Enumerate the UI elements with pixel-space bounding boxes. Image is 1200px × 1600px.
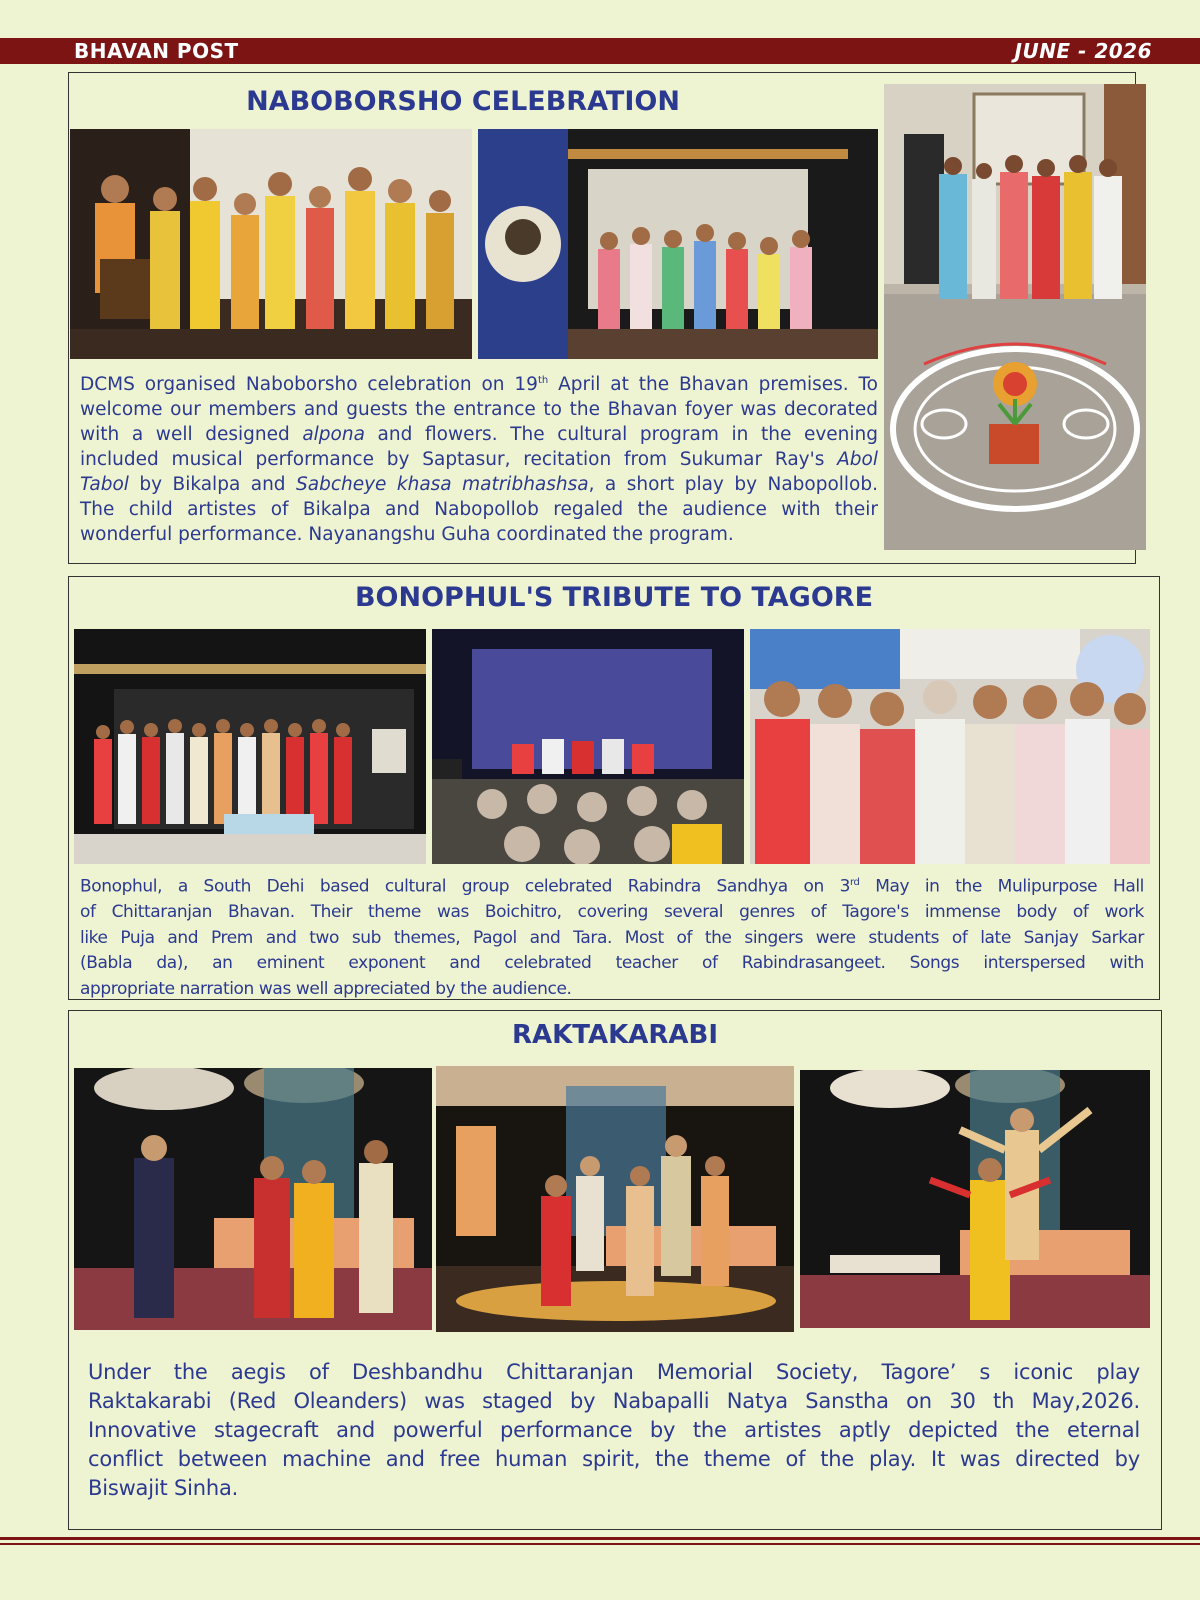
section-title-raktakarabi: RAKTAKARABI [511, 1020, 719, 1050]
publication-name: BHAVAN POST [74, 39, 239, 63]
text-line: like Puja and Prem and two sub themes, Pagol and Tara. Most of the singers were students of late Sanjay Sarkar [80, 927, 1144, 948]
text-line: with a well designed alpona and flowers. The cultural program in the evening [80, 424, 878, 446]
text-line: wonderful performance. Nayanangshu Guha coordinated the program. [80, 524, 734, 546]
text-line: Bonophul, a South Dehi based cultural group celebrated Rabindra Sandhya on 3rd May in the Mulipurpose Hall [80, 876, 1144, 897]
issue-date: JUNE - 2026 [1014, 39, 1152, 63]
photo-children-singing [70, 129, 472, 359]
photo-bonophul-women-group [750, 629, 1150, 864]
raktakarabi-paragraph [88, 1358, 1140, 1503]
text-line: Raktakarabi (Red Oleanders) was staged by Nabapalli Natya Sanstha on 30 th May,2026. [88, 1389, 1140, 1413]
photo-women-alpona [884, 84, 1146, 550]
text-line: of Chittaranjan Bhavan. Their theme was Boichitro, covering several genres of Tagore's immense body of work [80, 902, 1144, 923]
text-line: Under the aegis of Deshbandhu Chittaranjan Memorial Society, Tagore’ s iconic play [88, 1360, 1140, 1384]
text-line: conflict between machine and free human spirit, the theme of the play. It was directed by [88, 1447, 1140, 1471]
naboborsho-paragraph [80, 368, 878, 547]
text-line: Biswajit Sinha. [88, 1476, 239, 1500]
masthead-bar [0, 38, 1200, 64]
photo-raktakarabi-scene-3 [800, 1070, 1150, 1328]
bonophul-paragraph [80, 870, 1144, 1002]
photo-raktakarabi-scene-1 [74, 1068, 432, 1330]
text-line: Tabol by Bikalpa and Sabcheye khasa matribhashsa, a short play by Nabopollob. [80, 474, 878, 496]
photo-bonophul-performance [432, 629, 744, 864]
photo-children-play [478, 129, 878, 359]
text-line: included musical performance by Saptasur, recitation from Sukumar Ray's Abol [80, 449, 878, 471]
footer-rule [0, 1537, 1200, 1540]
text-line: Innovative stagecraft and powerful performance by the artistes aptly depicted the eternal [88, 1418, 1140, 1442]
section-title-bonophul: BONOPHUL'S TRIBUTE TO TAGORE [354, 582, 874, 613]
text-line: The child artistes of Bikalpa and Nabopollob regaled the audience with their [80, 499, 878, 521]
text-line: DCMS organised Naboborsho celebration on 19th April at the Bhavan premises. To [80, 374, 878, 396]
text-line: (Babla da), an eminent exponent and celebrated teacher of Rabindrasangeet. Songs interspersed with [80, 953, 1144, 974]
text-line: appropriate narration was well appreciated by the audience. [80, 978, 572, 999]
text-line: welcome our members and guests the entrance to the Bhavan foyer was decorated [80, 399, 878, 421]
footer-rule-thin [0, 1543, 1200, 1545]
photo-bonophul-stage-group [74, 629, 426, 864]
section-title-naboborsho: NABOBORSHO CELEBRATION [246, 86, 680, 117]
photo-raktakarabi-scene-2 [436, 1066, 794, 1332]
